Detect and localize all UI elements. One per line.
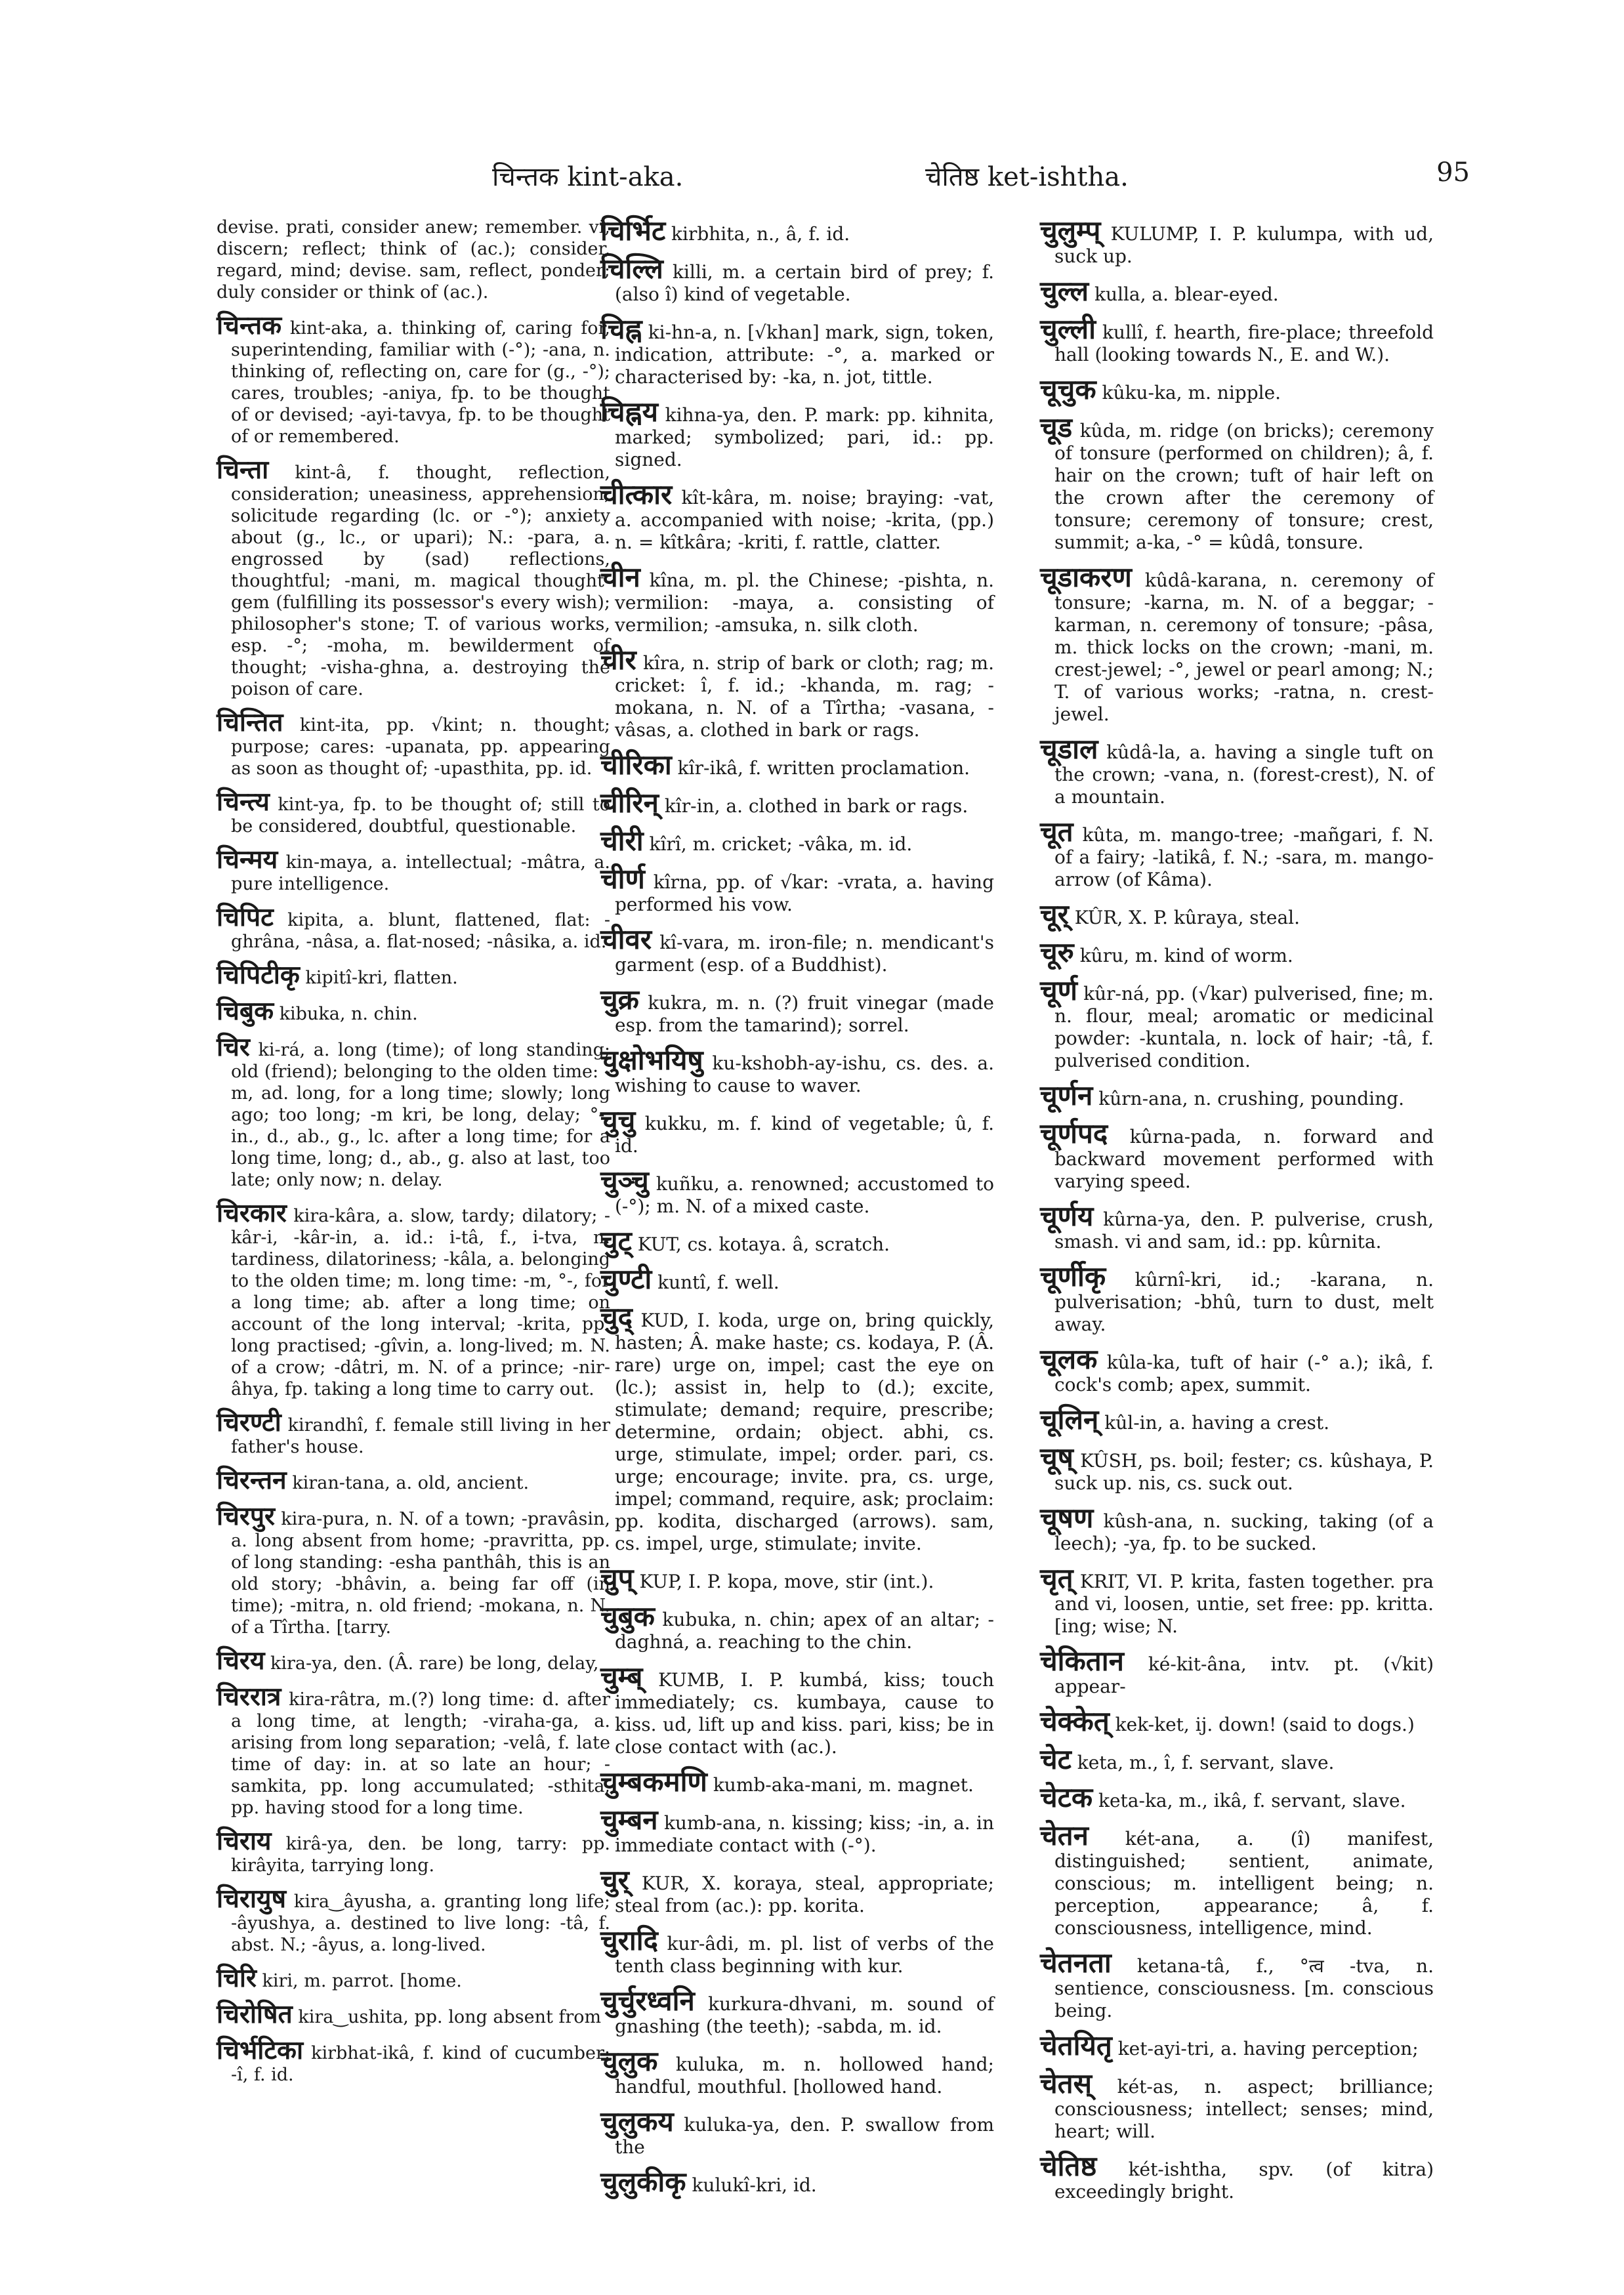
- page-number: 95: [1436, 157, 1470, 188]
- entry-definition: kîrna, pp. of √kar: -vrata, a. having performed his vow.: [615, 871, 994, 915]
- entry-definition: kubuka, n. chin; apex of an altar; -daghná, a. reaching to the chin.: [615, 1609, 994, 1653]
- dictionary-entry: [217, 217, 610, 303]
- entry-headword: चुर्चुरध्वनि: [600, 1985, 695, 2017]
- entry-definition: kiran-tana, a. old, ancient.: [292, 1473, 530, 1493]
- entry-definition: kira‿ushita, pp. long absent from: [298, 2007, 602, 2027]
- dictionary-entry: [217, 1647, 610, 1674]
- entry-headword: चिह्नय: [600, 396, 659, 428]
- dictionary-entry: [1040, 1564, 1434, 1638]
- dictionary-entry: [1040, 1783, 1434, 1812]
- dictionary-entry: [217, 709, 610, 779]
- dictionary-entry: [600, 398, 994, 471]
- entry-definition: kira-pura, n. N. of a town; -pravâsin, a. long absent from home; -pravritta, pp. of long standing: -esha panthâh, this is an old story; -bhâvin, a. being far off (in time); -mitra, n. old friend; -mokana, n. N. of a Tîrtha. [tarry.: [231, 1509, 610, 1638]
- dictionary-entry: [217, 1684, 610, 1819]
- entry-definition: kîra, n. strip of bark or cloth; rag; m. cricket: î, f. id.; -khanda, m. rag; -mokana, n. N. of a Tîrtha; -vasana, -vâsas, a. clothed in bark or rags.: [615, 652, 995, 741]
- entry-definition: kira-râtra, m.(?) long time: d. after a long time, at length; -viraha-ga, a. arising from long separation; -velâ, f. late time of day: in. at so late an hour; -samkita, pp. long accumulated; -sthita, pp. having stood for a long time.: [231, 1689, 610, 1818]
- entry-headword: चिररात्र: [217, 1682, 281, 1712]
- entry-headword: चुक्र: [600, 983, 639, 1016]
- entry-definition: kukku, m. f. kind of vegetable; û, f. id.: [615, 1113, 994, 1157]
- dictionary-entry: [1040, 735, 1434, 808]
- dictionary-entry: [600, 2168, 994, 2197]
- dictionary-entry: [217, 1200, 610, 1400]
- entry-definition: kiri, m. parrot. [home.: [262, 1971, 462, 1991]
- entry-definition: kûsh-ana, n. sucking, taking (of a leech); -ya, fp. to be sucked.: [1054, 1510, 1434, 1554]
- dictionary-entry: [600, 751, 994, 779]
- entry-headword: चीर: [600, 644, 636, 676]
- entry-headword: चिरोषित: [217, 2000, 293, 2029]
- entry-headword: चिह्न: [600, 313, 642, 345]
- entry-headword: चेक्केत्: [1040, 1705, 1110, 1737]
- dictionary-entry: [600, 646, 994, 741]
- dictionary-entry: [600, 1987, 994, 2038]
- entry-definition: KÛR, X. P. kûraya, steal.: [1074, 907, 1300, 928]
- dictionary-entry: [217, 2001, 610, 2028]
- entry-definition: kîr-ikâ, f. written proclamation.: [677, 757, 970, 779]
- dictionary-entry: [1040, 900, 1434, 929]
- entry-definition: két-as, n. aspect; brilliance; consciousness; intellect; senses; mind, heart; will.: [1054, 2076, 1434, 2142]
- entry-definition: kûrna-pada, n. forward and backward movement performed with varying speed.: [1054, 1126, 1434, 1192]
- entry-definition: kint-ita, pp. √kint; n. thought; purpose; cares: -upanata, pp. appearing as soon as thought of; -upasthita, pp. id.: [231, 715, 610, 779]
- dictionary-entry: [1040, 2031, 1434, 2060]
- dictionary-entry: [600, 1106, 994, 1157]
- entry-definition: kîrî, m. cricket; -vâka, m. id.: [649, 833, 913, 855]
- entry-definition: kirbhita, n., â, f. id.: [671, 223, 850, 245]
- dictionary-entry: [1040, 1745, 1434, 1774]
- entry-headword: चूष्: [1040, 1441, 1073, 1474]
- entry-definition: kint-ya, fp. to be thought of; still to be considered, doubtful, questionable.: [231, 795, 610, 837]
- entry-headword: चिरकार: [217, 1199, 287, 1228]
- dictionary-entry: [600, 1227, 994, 1256]
- dictionary-entry: [600, 1768, 994, 1796]
- dictionary-entry: [217, 962, 610, 989]
- dictionary-entry: [1040, 315, 1434, 366]
- entry-definition: KULUMP, I. P. kulumpa, with ud, suck up.: [1054, 223, 1434, 267]
- entry-headword: चीत्कार: [600, 478, 673, 510]
- entry-definition: kûdâ-la, a. having a single tuft on the crown; -vana, n. (forest-crest), N. of a mountain.: [1054, 741, 1434, 808]
- entry-definition: KRIT, VI. P. krita, fasten together. pra and vi, loosen, untie, set free: pp. kritta. [ing; wise; N.: [1054, 1571, 1434, 1637]
- entry-definition: kira-ya, den. (Â. rare) be long, delay,: [270, 1653, 599, 1674]
- dictionary-entry: [600, 1046, 994, 1097]
- entry-headword: चुबुक: [600, 1600, 655, 1632]
- entry-definition: két-ishtha, spv. (of kitra) exceedingly bright.: [1054, 2159, 1434, 2202]
- entry-definition: kuntî, f. well.: [657, 1272, 780, 1293]
- dictionary-entry: [1040, 1202, 1434, 1253]
- entry-headword: चिन्तित: [217, 708, 283, 737]
- entry-definition: kî-vara, m. iron-file; n. mendicant's garment (esp. of a Buddhist).: [615, 932, 994, 976]
- entry-definition: KUD, I. koda, urge on, bring quickly, hasten; Â. make haste; cs. kodaya, P. (Â. rare) urge on, impel; cast the eye on (lc.); assist in, help to (d.); excite, stimulate; demand; require, prescribe; determine, ordain; object. abhi, cs. urge, stimulate, impel; order. pari, cs. urge; encourage; invite. pra, cs. urge, impel; command, require, ask; proclaim: pp. kodita, discharged (arrows). sam, cs. impel, urge, stimulate; invite.: [615, 1310, 994, 1554]
- entry-definition: kît-kâra, m. noise; braying: -vat, a. accompanied with noise; -krita, (pp.) n. = kîtkâra; -kriti, f. rattle, clatter.: [615, 487, 994, 553]
- dictionary-entry: [600, 985, 994, 1037]
- entry-headword: चिर: [217, 1033, 250, 1062]
- entry-headword: चूर्णय: [1040, 1200, 1094, 1232]
- dictionary-entry: [1040, 1081, 1434, 1110]
- entry-headword: चूषण: [1040, 1502, 1094, 1534]
- entry-headword: चुचु: [600, 1104, 636, 1136]
- entry-headword: चुलुकय: [600, 2105, 674, 2138]
- dictionary-entry: [600, 827, 994, 856]
- entry-definition: kîr-in, a. clothed in bark or rags.: [664, 795, 968, 817]
- dictionary-entry: [600, 1926, 994, 1977]
- entry-definition: devise. prati, consider anew; remember. vi, discern; reflect; think of (ac.); consider, regard, mind; devise. sam, reflect, ponder; duly consider or think of (ac.).: [217, 217, 610, 302]
- entry-definition: kuluka-ya, den. P. swallow from the: [615, 2114, 994, 2158]
- entry-definition: kûrn-ana, n. crushing, pounding.: [1098, 1088, 1404, 1109]
- entry-definition: kûda, m. ridge (on bricks); ceremony of tonsure (performed on children); â, f. hair on the crown; tuft of hair left on the crown after the ceremony of tonsure; ceremony of tonsure; crest, summit; a-ka, -° = kûdâ, tonsure.: [1054, 420, 1434, 553]
- entry-headword: चिरायुष: [217, 1884, 287, 1914]
- dictionary-entry: [1040, 1821, 1434, 1939]
- dictionary-entry: [217, 1034, 610, 1191]
- entry-definition: ku-kshobh-ay-ishu, cs. des. a. wishing to cause to waver.: [615, 1052, 994, 1096]
- entry-headword: चुर्: [600, 1864, 629, 1896]
- dictionary-entry: [217, 1467, 610, 1494]
- dictionary-entry: [600, 1167, 994, 1218]
- entry-definition: keta-ka, m., ikâ, f. servant, slave.: [1098, 1790, 1406, 1811]
- header-left-guide-word: चिन्तक kint-aka.: [492, 162, 684, 192]
- header-center-guide-word: चेतिष्ठ ket-ishtha.: [925, 162, 1129, 192]
- entry-headword: चिबुक: [217, 997, 274, 1026]
- dictionary-entry: [1040, 1707, 1434, 1736]
- dictionary-entry: [1040, 2152, 1434, 2203]
- dictionary-entry: [600, 217, 994, 245]
- entry-headword: चुप्: [600, 1562, 634, 1594]
- entry-headword: चेटक: [1040, 1781, 1093, 1813]
- entry-definition: kuluka, m. n. hollowed hand; handful, mouthful. [hollowed hand.: [615, 2054, 994, 2098]
- dictionary-entry: [1040, 1345, 1434, 1396]
- entry-definition: kurkura-dhvani, m. sound of gnashing (the teeth); -sabda, m. id.: [615, 1993, 994, 2037]
- entry-headword: चुल्ल: [1040, 275, 1089, 307]
- entry-definition: kukra, m. n. (?) fruit vinegar (made esp. from the tamarind); sorrel.: [615, 992, 994, 1036]
- column-3: [1040, 217, 1434, 2212]
- dictionary-entry: [1040, 1504, 1434, 1555]
- dictionary-entry: [1040, 938, 1434, 967]
- entry-definition: kulukî-kri, id.: [692, 2174, 817, 2196]
- dictionary-entry: [217, 1409, 610, 1458]
- entry-headword: चूर्: [1040, 898, 1069, 930]
- entry-definition: kirandhî, f. female still living in her father's house.: [231, 1415, 610, 1457]
- entry-definition: KUT, cs. kotaya. â, scratch.: [637, 1233, 890, 1255]
- dictionary-entry: [600, 2047, 994, 2098]
- entry-definition: ketana-tâ, f., °त्व -tva, n. sentience, consciousness. [m. conscious being.: [1054, 1955, 1434, 2021]
- dictionary-entry: [600, 1602, 994, 1653]
- entry-definition: két-ana, a. (î) manifest, distinguished; sentient, animate, conscious; m. intelligent being; n. perception, appearance; â, f. consciousness, intelligence, mind.: [1054, 1828, 1434, 1939]
- entry-definition: kur-âdi, m. pl. list of verbs of the tenth class beginning with kur.: [615, 1933, 995, 1977]
- entry-headword: चुम्बकमणि: [600, 1766, 707, 1798]
- entry-headword: चेतिष्ठ: [1040, 2150, 1097, 2182]
- entry-headword: चेतन: [1040, 1819, 1089, 1851]
- entry-headword: चूर्णीकृ: [1040, 1260, 1106, 1292]
- entry-headword: चुट्: [600, 1225, 632, 1257]
- entry-headword: चुलुम्प्: [1040, 215, 1101, 247]
- entry-headword: चिपिट: [217, 903, 274, 932]
- dictionary-entry: [217, 1886, 610, 1956]
- dictionary-entry: [1040, 1443, 1434, 1495]
- entry-definition: kihna-ya, den. P. mark: pp. kihnita, marked; symbolized; pari, id.: pp. signed.: [615, 404, 994, 470]
- entry-headword: चुञ्चु: [600, 1165, 649, 1197]
- entry-headword: चेतयितृ: [1040, 2029, 1112, 2061]
- entry-headword: चिन्तक: [217, 311, 282, 341]
- entry-definition: KUMB, I. P. kumbá, kiss; touch immediately; cs. kumbaya, cause to kiss. ud, lift up and kiss. pari, kiss; be in close contact with (ac.).: [615, 1669, 994, 1758]
- dictionary-entry: [1040, 1647, 1434, 1698]
- entry-definition: kibuka, n. chin.: [279, 1004, 418, 1024]
- entry-headword: चूर्ण: [1040, 974, 1078, 1006]
- dictionary-entry: [600, 1663, 994, 1758]
- dictionary-entry: [217, 1828, 610, 1876]
- entry-headword: चीरी: [600, 825, 644, 857]
- entry-definition: keta, m., î, f. servant, slave.: [1077, 1752, 1335, 1773]
- dictionary-entry: [600, 1866, 994, 1917]
- entry-definition: kûdâ-karana, n. ceremony of tonsure; -karna, m. N. of a beggar; -karman, n. ceremony of tonsure; -pâsa, m. thick locks on the crown; -mani, m. crest-jewel; -°, jewel or pearl among; N.; T. of various works; -ratna, n. crest-jewel.: [1054, 569, 1434, 725]
- entry-definition: ki-hn-a, n. [√khan] mark, sign, token, indication, attribute: -°, a. marked or characterised by: -ka, n. jot, tittle.: [615, 321, 994, 388]
- dictionary-entry: [1040, 217, 1434, 268]
- entry-headword: चूलक: [1040, 1343, 1098, 1375]
- entry-definition: kint-aka, a. thinking of, caring for, superintending, familiar with (-°); -ana, n. thinking of, reflecting on, care for (g., -°); cares, troubles; -aniya, fp. to be thought of or devised; -ayi-tavya, fp. to be thought of or remembered.: [231, 318, 610, 447]
- entry-definition: kirâ-ya, den. be long, tarry: pp. kirâyita, tarrying long.: [231, 1834, 610, 1876]
- entry-headword: चिरन्तन: [217, 1466, 287, 1495]
- dictionary-entry: [600, 1564, 994, 1593]
- entry-definition: kirbhat-ikâ, f. kind of cucumber: -î, f. id.: [231, 2043, 610, 2085]
- column-1: [217, 217, 610, 2095]
- entry-headword: चुलुक: [600, 2045, 658, 2077]
- dictionary-entry: [1040, 1949, 1434, 2022]
- entry-headword: चुम्बन: [600, 1804, 658, 1836]
- entry-definition: ki-rá, a. long (time); of long standing; old (friend); belonging to the olden time: -m, ad. long, for a long time; slowly; long ago; too long; -m kri, be long, delay; °-, in., d., ab., g., lc. after a long time; for a long time, long; d., ab., g. also at last, too late; only now; n. delay.: [231, 1040, 610, 1190]
- entry-definition: kulla, a. blear-eyed.: [1094, 283, 1279, 305]
- entry-definition: kullî, f. hearth, fire-place; threefold hall (looking towards N., E. and W.).: [1054, 321, 1434, 365]
- dictionary-entry: [1040, 976, 1434, 1072]
- dictionary-entry: [1040, 2069, 1434, 2143]
- entry-headword: चुम्ब्: [600, 1661, 643, 1693]
- entry-definition: kira-kâra, a. slow, tardy; dilatory; -kâr-i, -kâr-in, a. id.: i-tâ, f., i-tva, n. tardiness, dilatoriness; -kâla, a. belonging to the olden time; m. long time: -m, °-, for a long time; ab. after a long time; on account of the long interval; -krita, pp. long practised; -gîvin, a. long-lived; m. N. of a crow; -dâtri, m. N. of a prince; -nir-âhya, fp. taking a long time to carry out.: [231, 1206, 610, 1399]
- entry-definition: kek-ket, ij. down! (said to dogs.): [1115, 1714, 1415, 1735]
- entry-headword: चिपिटीकृ: [217, 961, 300, 990]
- entry-headword: चेकितान: [1040, 1645, 1124, 1677]
- entry-definition: kûla-ka, tuft of hair (-° a.); ikâ, f. cock's comb; apex, summit.: [1054, 1352, 1434, 1396]
- dictionary-entry: [600, 255, 994, 306]
- entry-headword: चुलुकीकृ: [600, 2166, 686, 2198]
- entry-headword: चिन्मय: [217, 845, 278, 875]
- entry-definition: kûrnî-kri, id.; -karana, n. pulverisation; -bhû, turn to dust, melt away.: [1054, 1269, 1434, 1335]
- entry-definition: kira‿âyusha, a. granting long life; -âyushya, a. destined to live long: -tâ, f. abst. N.; -âyus, a. long-lived.: [231, 1892, 610, 1955]
- entry-definition: ket-ayi-tri, a. having perception;: [1117, 2038, 1419, 2059]
- entry-headword: चिरय: [217, 1646, 265, 1676]
- dictionary-entry: [600, 925, 994, 976]
- entry-definition: kûru, m. kind of worm.: [1079, 945, 1293, 966]
- entry-headword: चेट: [1040, 1743, 1072, 1775]
- dictionary-entry: [217, 1503, 610, 1638]
- entry-headword: चूर्णन: [1040, 1079, 1093, 1111]
- entry-definition: kûku-ka, m. nipple.: [1102, 382, 1281, 403]
- entry-headword: चूलिन्: [1040, 1403, 1099, 1436]
- entry-headword: चूड: [1040, 411, 1073, 444]
- entry-definition: kumb-aka-mani, m. magnet.: [713, 1774, 974, 1796]
- entry-headword: चुद्: [600, 1301, 633, 1333]
- dictionary-entry: [600, 1303, 994, 1555]
- entry-headword: चूचुक: [1040, 373, 1096, 405]
- dictionary-entry: [1040, 375, 1434, 404]
- entry-headword: चूर्णपद: [1040, 1117, 1108, 1149]
- entry-headword: चीवर: [600, 923, 652, 955]
- entry-definition: kuñku, a. renowned; accustomed to (-°); m. N. of a mixed caste.: [615, 1173, 995, 1217]
- entry-headword: चिल्लि: [600, 253, 663, 285]
- entry-headword: चीन: [600, 561, 640, 593]
- dictionary-entry: [217, 457, 610, 700]
- entry-definition: kipita, a. blunt, flattened, flat: -ghrâna, -nâsa, a. flat-nosed; -nâsika, a. id.: [231, 910, 610, 952]
- entry-definition: kipitî-kri, flatten.: [305, 968, 458, 988]
- dictionary-entry: [217, 846, 610, 895]
- entry-definition: kint-â, f. thought, reflection, consideration; uneasiness, apprehension; solicitude regarding (lc. or -°); anxiety about (g., lc., or upari); N.: -para, a. engrossed by (sad) reflections, thoughtful; -mani, m. magical thought-gem (fulfilling its possessor's every wish); philosopher's stone; T. of various works, esp. -°; -moha, m. bewilderment of thought; -visha-ghna, a. destroying the poison of care.: [231, 463, 610, 699]
- entry-headword: चुक्षोभयिषु: [600, 1044, 703, 1076]
- entry-headword: चिरपुर: [217, 1502, 275, 1531]
- dictionary-entry: [217, 789, 610, 837]
- entry-headword: चिराय: [217, 1827, 272, 1856]
- entry-definition: KUP, I. P. kopa, move, stir (int.).: [639, 1571, 934, 1592]
- entry-definition: killi, m. a certain bird of prey; f. (also î) kind of vegetable.: [615, 261, 994, 305]
- dictionary-entry: [1040, 1405, 1434, 1434]
- dictionary-entry: [1040, 277, 1434, 306]
- dictionary-entry: [217, 1965, 610, 1992]
- entry-headword: चूडाल: [1040, 733, 1098, 765]
- entry-headword: चेतनता: [1040, 1947, 1112, 1979]
- page-header: [210, 157, 1470, 203]
- entry-definition: kûr-ná, pp. (√kar) pulverised, fine; m. n. flour, meal; aromatic or medicinal powder: -kuntala, n. lock of hair; -tâ, f. pulverised condition.: [1054, 983, 1434, 1071]
- dictionary-entry: [600, 865, 994, 916]
- entry-headword: चुण्टी: [600, 1263, 652, 1295]
- entry-definition: kumb-ana, n. kissing; kiss; -in, a. in immediate contact with (-°).: [615, 1812, 994, 1856]
- entry-definition: kûta, m. mango-tree; -mañgari, f. N. of a fairy; -latikâ, f. N.; -sara, m. mango-arrow (of Kâma).: [1054, 824, 1434, 890]
- entry-definition: KUR, X. koraya, steal, appropriate; steal from (ac.): pp. korita.: [615, 1872, 994, 1916]
- dictionary-entry: [1040, 1262, 1434, 1336]
- dictionary-entry: [217, 998, 610, 1025]
- entry-headword: चूडाकरण: [1040, 561, 1132, 593]
- entry-definition: kûrna-ya, den. P. pulverise, crush, smash. vi and sam, id.: pp. kûrnita.: [1054, 1209, 1434, 1252]
- entry-headword: चूत: [1040, 816, 1073, 848]
- dictionary-entry: [217, 2037, 610, 2086]
- dictionary-entry: [217, 904, 610, 953]
- entry-definition: kîna, m. pl. the Chinese; -pishta, n. vermilion: -maya, a. consisting of vermilion; -amsuka, n. silk cloth.: [615, 569, 995, 636]
- entry-headword: चिन्त्य: [217, 787, 270, 817]
- entry-headword: चीरिका: [600, 749, 672, 781]
- dictionary-entry: [1040, 413, 1434, 554]
- entry-headword: चिरण्टी: [217, 1408, 281, 1437]
- dictionary-entry: [600, 789, 994, 817]
- entry-headword: चुरादि: [600, 1924, 658, 1956]
- dictionary-entry: [1040, 817, 1434, 891]
- entry-headword: चेतस्: [1040, 2067, 1093, 2099]
- entry-definition: ké-kit-âna, intv. pt. (√kit) appear-: [1054, 1653, 1434, 1697]
- dictionary-entry: [1040, 1119, 1434, 1193]
- entry-definition: KÛSH, ps. boil; fester; cs. kûshaya, P. suck up. nis, cs. suck out.: [1054, 1450, 1434, 1494]
- dictionary-entry: [600, 315, 994, 388]
- dictionary-entry: [600, 563, 994, 636]
- entry-definition: kûl-in, a. having a crest.: [1104, 1412, 1330, 1434]
- entry-headword: चिरि: [217, 1964, 257, 1993]
- entry-headword: चीर्ण: [600, 863, 645, 895]
- dictionary-entry: [217, 312, 610, 447]
- entry-headword: चिर्भटिका: [217, 2036, 304, 2065]
- entry-headword: चिर्भिट: [600, 215, 666, 247]
- dictionary-entry: [600, 1265, 994, 1294]
- column-2: [600, 217, 994, 2206]
- entry-headword: चूरु: [1040, 936, 1074, 968]
- entry-headword: चिन्ता: [217, 455, 269, 485]
- entry-headword: चुल्ली: [1040, 313, 1096, 345]
- entry-headword: चीरिन्: [600, 787, 659, 819]
- dictionary-entry: [600, 1806, 994, 1857]
- entry-headword: चृत्: [1040, 1562, 1073, 1594]
- entry-definition: kin-maya, a. intellectual; -mâtra, a. pure intelligence.: [231, 852, 610, 894]
- dictionary-entry: [600, 2107, 994, 2159]
- dictionary-entry: [1040, 563, 1434, 726]
- dictionary-entry: [600, 480, 994, 554]
